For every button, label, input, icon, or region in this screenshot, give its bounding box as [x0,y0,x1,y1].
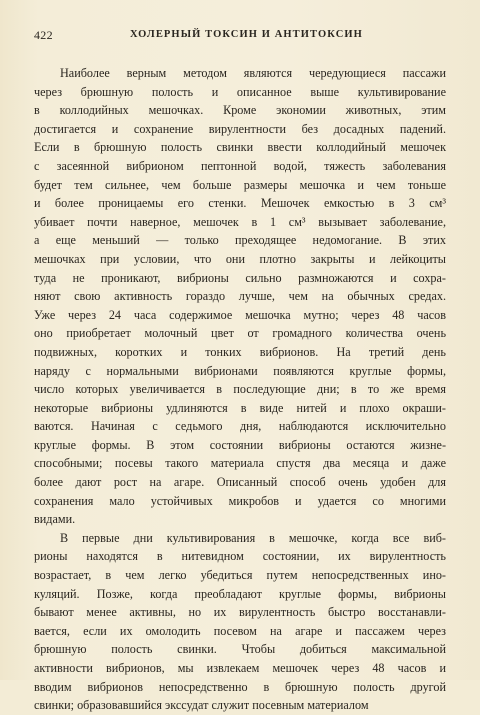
text-line: через брюшную полость и описанное выше культивирование [34,84,446,99]
text-line: мешочках при условии, что они плотно закрыты и лейкоциты [34,251,446,266]
text-line: с засеянной вибрионом пептонной водой, тяжесть заболевания [34,158,446,173]
text-line: активности вибрионов, мы извлекаем мешочек через 48 часов и [34,661,446,675]
body-text [34,64,446,715]
page-number: 422 [34,28,53,42]
text-line: брюшную полость свинки. Чтобы добиться максимальной [34,642,446,657]
text-line: а еще меньший — только преходящее недомогание. В этих [34,233,446,248]
text-line: Если в брюшную полость свинки ввести коллодийный мешочек [34,140,446,155]
text-line: няют свою активность гораздо лучше, чем на обычных средах. [34,289,446,304]
text-line: видами. [34,512,76,527]
text-line: вводим вибрионов непосредственно в брюшную полость другой [34,679,446,694]
text-line: более дают рост на агаре. Описанный способ очень удобен для [34,475,446,490]
text-line: убивает почти наверное, мешочек в 1 см³ вызывает заболевание, [34,214,446,229]
text-line: сохранения мало устойчивых микробов и удается со многими [34,493,446,508]
text-line: вается, если их омолодить посевом на агаре и пассажем через [34,623,446,638]
paragraph [34,529,446,715]
text-line: оно приобретает молочный цвет от громадного количества очень [34,326,446,341]
text-line: подвижных, коротких и тонких вибрионов. На третий день [34,344,446,359]
text-line: Наиболее верным методом являются чередующиеся пассажи [60,66,446,80]
text-line: возрастает, в чем легко убедиться путем непосредственных ино- [34,568,446,583]
text-line: ваются. Начиная с седьмого дня, наблюдаются исключительно [34,419,446,434]
text-line: достигается и сохранение вирулентности без досадных падений. [34,121,446,136]
text-line: свинки; образовавшийся экссудат служит посевным материалом [34,698,369,713]
page-header [34,28,446,48]
text-line: рионы находятся в нитевидном состоянии, их вирулентность [34,549,446,564]
text-line: туда не проникают, вибрионы сильно размножаются и сохра- [34,270,446,285]
text-line: Уже через 24 часа содержимое мешочка мутно; через 48 часов [34,307,446,322]
paragraph [34,64,446,529]
text-line: некоторые вибрионы удлиняются в виде нитей и плохо окраши- [34,400,446,415]
text-line: круглые формы. В этом состоянии вибрионы остаются жизне- [34,437,446,452]
text-line: способными; посевы такого материала спустя два месяца и даже [34,456,446,471]
running-head: ХОЛЕРНЫЙ ТОКСИН И АНТИТОКСИН [130,29,363,40]
text-line: число которых увеличивается в последующие дни; в то же время [34,382,446,397]
text-line: бывают менее активны, но их вирулентность быстро восстанавли- [34,605,446,620]
text-line: куляций. Позже, когда преобладают круглые формы, вибрионы [34,586,446,601]
text-line: В первые дни культивирования в мешочке, когда все виб- [60,530,446,545]
text-line: и более проницаемы его стенки. Мешочек емкостью в 3 см³ [34,196,446,211]
text-line: наряду с нормальными вибрионами появляются круглые формы, [34,363,446,378]
text-line: будет тем сильнее, чем больше размеры мешочка и чем тоньше [34,177,446,192]
text-line: в коллодийных мешочках. Кроме экономии животных, этим [34,103,446,118]
